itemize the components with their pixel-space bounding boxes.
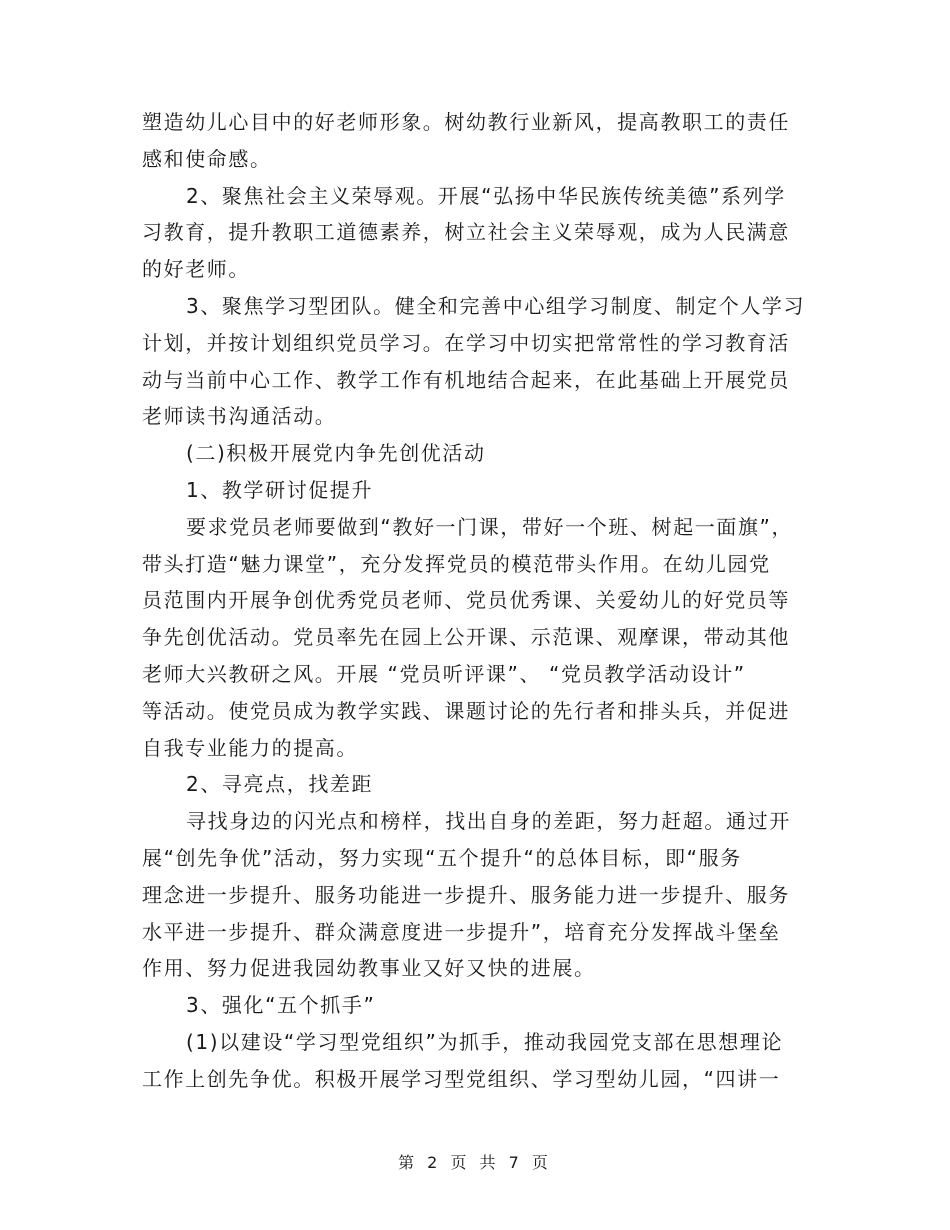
text-line: 理念进一步提升、服务功能进一步提升、服务能力进一步提升、服务 [142,882,790,907]
text-line: 员范围内开展争创优秀党员老师、党员优秀课、关爱幼儿的好党员等 [142,588,790,613]
text-line: 的好老师。 [142,257,250,282]
subsection-heading: 1、教学研讨促提升 [186,477,374,502]
text-line: (1)以建设“学习型党组织”为抓手，推动我园党支部在思想理论 [186,1029,784,1054]
text-line: 自我专业能力的提高。 [142,735,358,760]
text-line: 等活动。使党员成为教学实践、课题讨论的先行者和排头兵，并促进 [142,698,790,723]
document-body [142,104,810,1098]
text-line: 带头打造“魅力课堂”，充分发挥党员的模范带头作用。在幼儿园党 [142,551,771,576]
text-line: 习教育，提升教职工道德素养，树立社会主义荣辱观，成为人民满意 [142,220,790,245]
text-line: 3、聚焦学习型团队。健全和完善中心组学习制度、制定个人学习 [186,293,806,318]
text-line: 塑造幼儿心目中的好老师形象。树幼教行业新风，提高教职工的责任 [142,110,790,134]
text-line: 工作上创先争优。积极开展学习型党组织、学习型幼儿园，“四讲一 [142,1066,781,1091]
text-line: 争先创优活动。党员率先在园上公开课、示范课、观摩课，带动其他 [142,625,790,650]
text-line: 老师大兴教研之风。开展 “党员听评课”、 “党员教学活动设计” [142,661,746,686]
text-line: 要求党员老师要做到“教好一门课，带好一个班、树起一面旗”， [186,514,794,539]
subsection-heading: 3、强化“五个抓手” [186,993,376,1018]
text-line: 计划，并按计划组织党员学习。在学习中切实把常常性的学习教育活 [142,330,790,355]
text-line: 展“创先争优”活动，努力实现“五个提升“的总体目标，即“服务 [142,845,742,870]
text-line: 寻找身边的闪光点和榜样，找出自身的差距，努力赶超。通过开 [186,809,791,834]
section-heading: (二)积极开展党内争先创优活动 [186,441,486,466]
page-number-footer: 第 2 页 共 7 页 [398,1153,552,1172]
text-line: 动与当前中心工作、教学工作有机地结合起来，在此基础上开展党员 [142,367,790,392]
text-line: 2、聚焦社会主义荣辱观。开展“弘扬中华民族传统美德”系列学 [186,183,786,208]
text-line: 老师读书沟通活动。 [142,404,337,429]
subsection-heading: 2、寻亮点，找差距 [186,772,374,797]
text-line: 作用、努力促进我园幼教事业又好又快的进展。 [142,956,596,981]
text-line: 水平进一步提升、群众满意度进一步提升”，培育充分发挥战斗堡垒 [142,919,781,944]
text-line: 感和使命感。 [142,146,272,171]
